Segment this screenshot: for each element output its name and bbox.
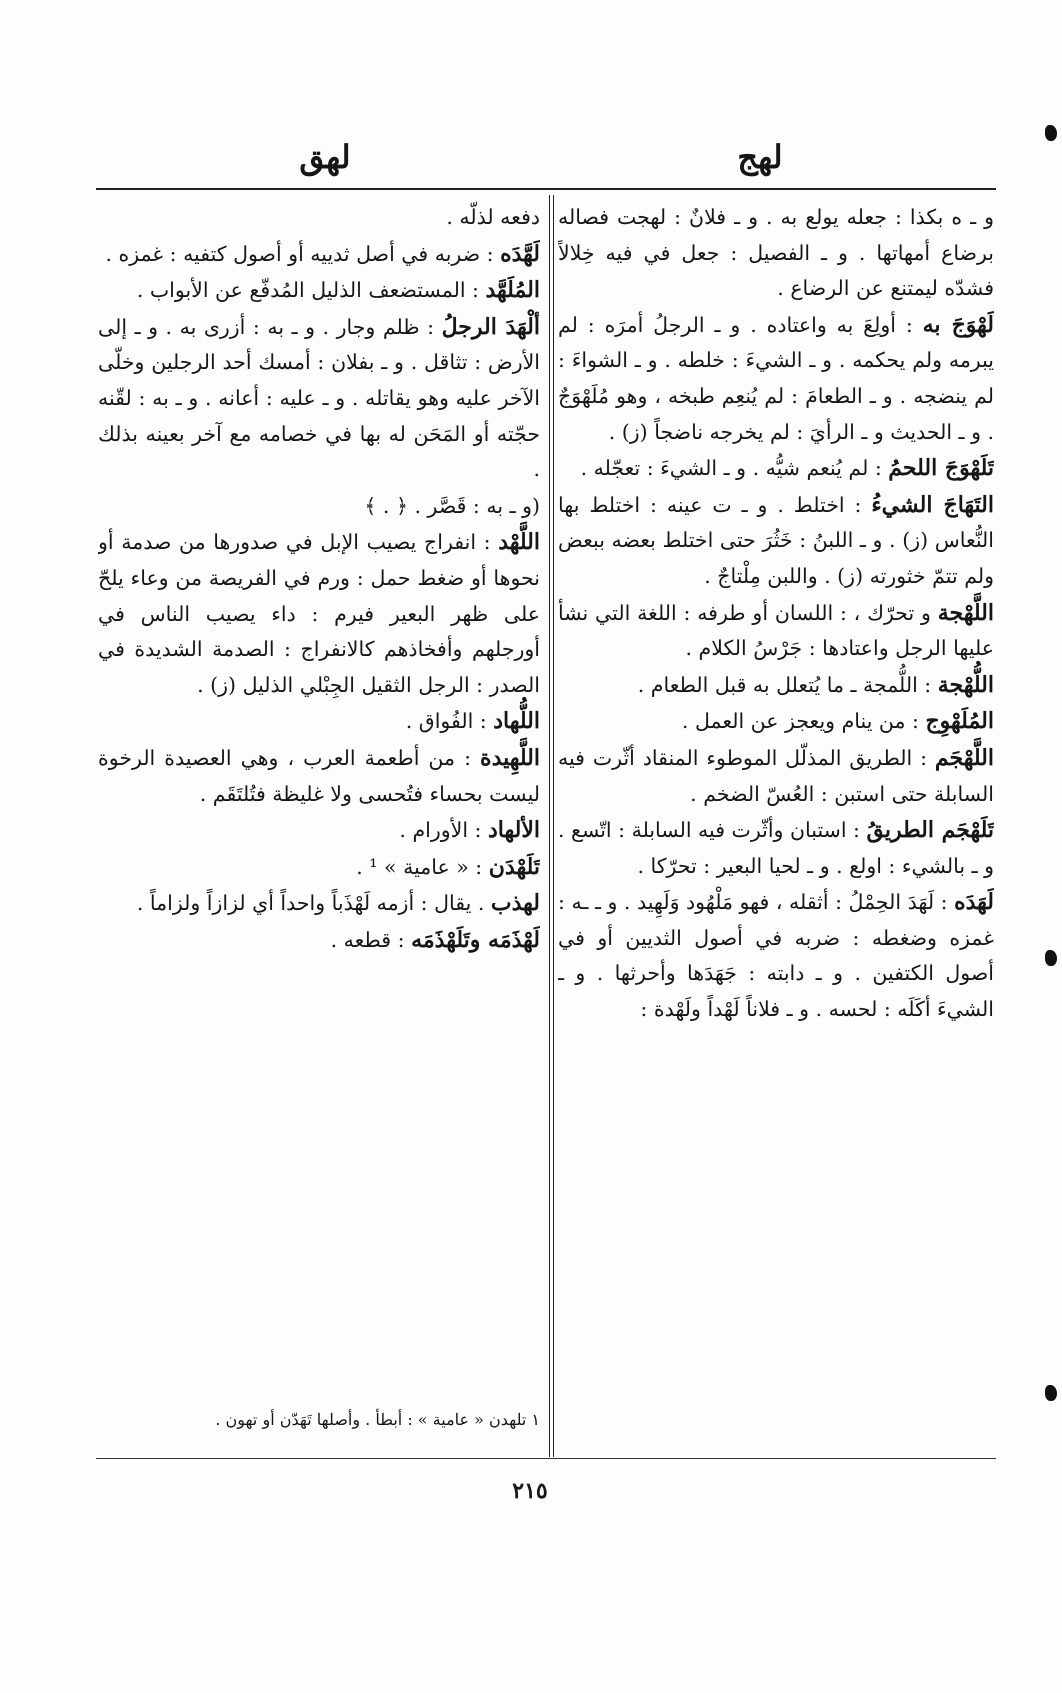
dictionary-entry <box>98 237 540 273</box>
running-header-right: لهج <box>737 138 783 176</box>
entry-definition: : لَهَدَ الحِمْلُ : أثقله ، فهو مَلْهُود وَلَهِيد . و ـ ـه : غمزه وضغطه : ضربه في أصول الثديين أو في أصول الكتفين . و ـ دابته : جَهَدَها وأحرثها . و ـ الشيءَ أكَلَه : لحسه . و ـ فلاناً لَهْداً ولَهْدة : <box>558 890 994 1022</box>
dictionary-entry <box>98 813 540 849</box>
scan-edge-mark <box>1045 125 1057 141</box>
entry-definition: : الأورام . <box>399 818 482 843</box>
page-number: ٢١٥ <box>512 1478 548 1504</box>
entry-definition: : قطعه . <box>330 927 405 952</box>
entry-definition: : اللُّمجة ـ ما يُتعلل به قبل الطعام . <box>637 672 932 697</box>
entry-headword: اللَّهِيدة <box>480 744 540 771</box>
entry-definition: : من ينام ويعجز عن العمل . <box>681 709 919 734</box>
dictionary-entry <box>558 451 994 487</box>
dictionary-entry <box>98 273 540 309</box>
entry-definition: : استبان وأثّرت فيه السابلة : اتّسع . و ـ بالشيء : اولع . و ـ لحيا البعير : تحرّكا . <box>558 818 994 878</box>
entry-definition: : الفُواق . <box>405 709 487 734</box>
entry-headword: لهذب <box>490 890 540 917</box>
dictionary-entry <box>558 596 994 667</box>
entry-headword: لَهْذَمَه وتَلَهْذَمَه <box>411 926 540 953</box>
footer-rule <box>96 1458 996 1459</box>
dictionary-entry <box>98 741 540 812</box>
entry-headword: تَلَهْجَم الطريقُ <box>866 817 994 844</box>
entry-definition: و تحرّك ، : اللسان أو طرفه : اللغة التي نشأ عليها الرجل واعتادها : جَرْسُ الكلام . <box>558 600 994 661</box>
entry-definition: : اختلط . و ـ ت عينه : اختلط بها النُّعاس (ز) . و ـ اللبنُ : خَثُرَ حتى اختلط بعضه ببعض ولم تتمّ خثورته (ز) . واللبن مِلْتاجٌ . <box>558 492 994 588</box>
dictionary-entry <box>98 704 540 740</box>
entry-definition: : المستضعف الذليل المُدفّع عن الأبواب . <box>136 278 479 303</box>
entry-definition: : ضربه في أصل ثدييه أو أصول كتفيه : غمزه . <box>105 241 494 266</box>
entry-definition: : أولِعَ به واعتاده . و ـ الرجلُ أمرَه : لم يبرمه ولم يحكمه . و ـ الشيءَ : خلطه . و ـ الشواءَ : لم ينضجه . و ـ الطعامَ : لم يُنعِم طبخه ، وهو مُلَهْوَجٌ . و ـ الحديث و ـ الرأيَ : لم يخرجه ناضجاً (ز) . <box>558 312 994 444</box>
header-rule <box>96 188 996 190</box>
dictionary-entry <box>558 668 994 704</box>
dictionary-entry <box>98 310 540 488</box>
entry-headword: اللَّهْجة <box>937 599 994 626</box>
entry-headword: الألهاد <box>487 817 540 844</box>
scan-edge-mark <box>1045 1385 1057 1401</box>
entry-definition: : الطريق المذلّل الموطوء المنقاد أثّرت فيه السابلة حتى استبن : العُسّ الضخم . <box>558 745 994 806</box>
entry-definition: (و ـ به : قَصَّر . ﴿ . ﴾ <box>364 493 540 518</box>
entry-headword: ألْهَدَ الرجلُ <box>441 313 540 340</box>
dictionary-entry <box>558 308 994 450</box>
entry-definition: : « عامية » ¹ . <box>356 854 483 879</box>
entry-definition: دفعه لذلّه . <box>446 205 540 229</box>
dictionary-entry <box>98 886 540 922</box>
dictionary-entry <box>558 488 994 595</box>
dictionary-entry <box>98 923 540 959</box>
entry-definition: : ظلم وجار . و ـ به : أزرى به . و ـ إلى الأرض : تثاقل . و ـ بفلان : أمسك أحد الرجلين وخلّى الآخر عليه وهو يقاتله . و ـ عليه : أعانه . و ـ به : لقّنه حجّته أو المَحَن له بها في خصامه مع آخر بعينه بذلك . <box>98 314 540 482</box>
entry-headword: لَهَّدَه <box>500 240 540 267</box>
dictionary-entry <box>558 741 994 812</box>
dictionary-entry <box>98 525 540 703</box>
right-column <box>558 200 994 1445</box>
footnote: ١ تلهدن « عامية » : أبطأ . وأصلها تَهَدّن أو تهون . <box>215 1410 540 1429</box>
entry-headword: التَهَاجَ الشيءُ <box>871 491 994 518</box>
dictionary-entry <box>558 813 994 884</box>
dictionary-entry <box>98 489 540 525</box>
dictionary-entry <box>98 200 540 236</box>
entry-headword: تَلَهْدَن <box>488 853 540 880</box>
entry-headword: المُلَهَّد <box>485 277 540 304</box>
scan-edge-mark <box>1045 950 1057 966</box>
entry-headword: تَلَهْوَجَ اللحمُ <box>888 455 994 482</box>
entry-headword: اللَّهْد <box>498 529 540 556</box>
entry-headword: المُلَهْوِج <box>925 708 994 735</box>
dictionary-entry <box>558 200 994 307</box>
entry-definition: : من أطعمة العرب ، وهي العصيدة الرخوة ليست بحساء فتُحسى ولا غليظة فتُلتَقَم . <box>98 745 540 806</box>
dictionary-entry <box>98 850 540 886</box>
entry-definition: : انفراج يصيب الإبل في صدورها من صدمة أو نحوها أو ضغط حمل : ورم في الفريصة من وعاء يلحّ على ظهر البعير فيرم : داء يصيب الناس في أورجلهم وأفخاذهم كالانفراج : الصدمة الشديدة في الصدر : الرجل الثقيل الجِبْلي الذليل (ز) . <box>98 530 540 697</box>
running-header-left: لهق <box>299 138 351 176</box>
entry-headword: اللُّهاد <box>493 708 540 735</box>
entry-definition: . يقال : أزمه لَهْذَباً واحداً أي لزازاً ولزاماً . <box>136 891 485 916</box>
dictionary-entry <box>558 704 994 740</box>
entry-headword: لَهَدَه <box>954 889 994 916</box>
entry-headword: اللَّهْجَم <box>934 744 994 771</box>
entry-headword: اللُّهْجة <box>937 671 994 698</box>
left-column <box>98 200 540 1445</box>
dictionary-entry <box>558 885 994 1027</box>
entry-definition: و ـ ه بكذا : جعله يولع به . و ـ فلانٌ : لهجت فصاله برضاع أمهاتها . و ـ الفصيل : جعل في فيه خِلالاً فشدّه ليمتنع عن الرضاع . <box>558 205 994 301</box>
entry-definition: : لم يُنعم شيُّه . و ـ الشيءَ : تعجّله . <box>580 456 882 481</box>
entry-headword: لَهْوَجَ به <box>922 311 994 338</box>
column-separator <box>549 195 554 1457</box>
